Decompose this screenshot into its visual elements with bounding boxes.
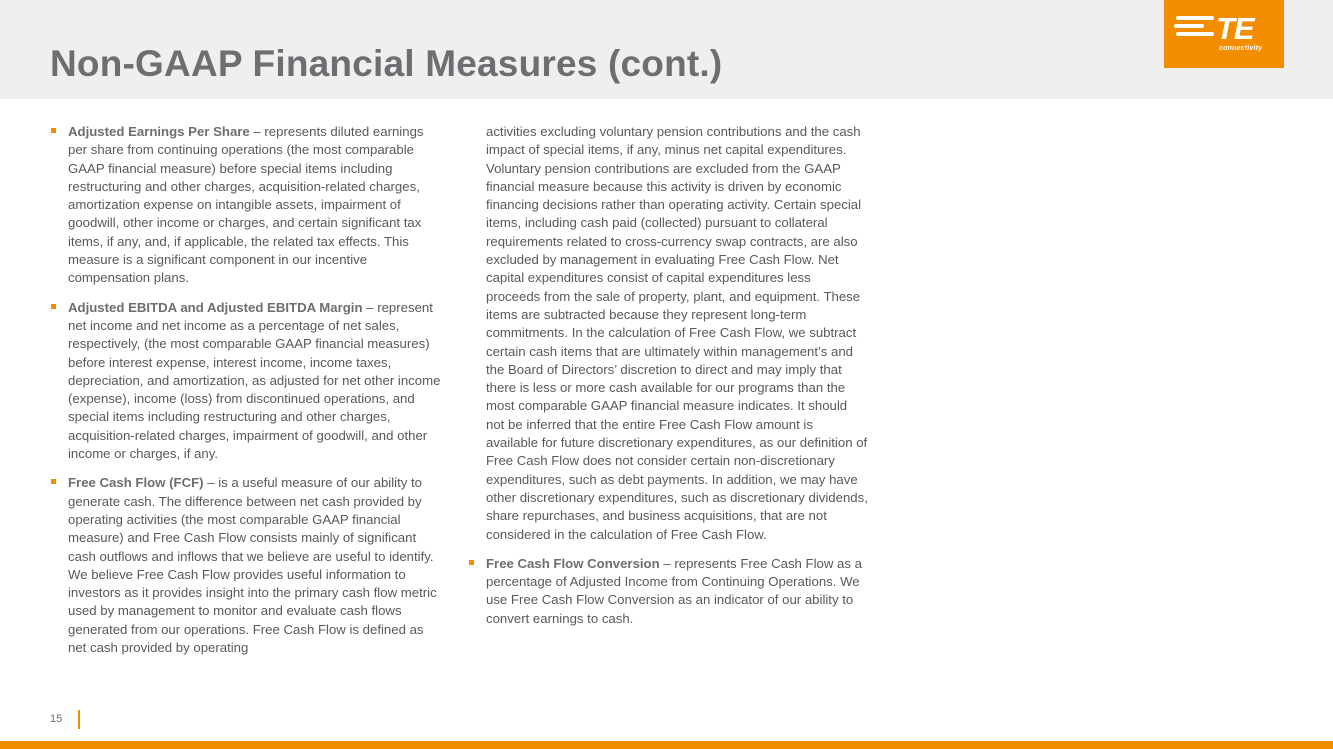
logo-subtext: connectivity xyxy=(1219,45,1263,52)
list-item xyxy=(468,555,868,628)
item-text: – is a useful measure of our ability to generate cash. The difference between net cash provided by operating activities (the most comparable GAAP financial measure) and Free Cash Flow consists mainly of significant cash outflows and inflows that we believe are useful to identify. We believe Free Cash Flow provides useful information to investors as it provides insight into the primary cash flow metric used by management to monitor and evaluate cash flows generated from our operations. Free Cash Flow is defined as net cash provided by operating xyxy=(68,475,437,656)
page-title: Non-GAAP Financial Measures (cont.) xyxy=(50,43,723,84)
definitions-list xyxy=(50,123,445,657)
bottom-accent-bar xyxy=(0,741,1333,749)
item-term: Adjusted EBITDA and Adjusted EBITDA Margin xyxy=(68,299,363,315)
te-lines-icon xyxy=(1174,14,1216,38)
item-text: – represents diluted earnings per share from continuing operations (the most comparable GAAP financial measure) before special items including restructuring and other charges, acquisition-related charges, amortization expense on intangible assets, impairment of goodwill, other income or charges, and certain significant tax items, if any, and, if applicable, the related tax effects. This measure is a significant component in our incentive compensation plans. xyxy=(68,124,424,286)
list-item xyxy=(50,123,445,288)
logo-text: TE xyxy=(1216,11,1254,46)
bullet-icon xyxy=(51,479,56,484)
footer-divider xyxy=(78,710,80,729)
item-term: Adjusted Earnings Per Share xyxy=(68,124,250,139)
bullet-icon xyxy=(469,560,474,565)
right-column xyxy=(468,123,868,639)
list-item xyxy=(50,474,445,657)
item-text: – represent net income and net income as a percentage of net sales, respectively, (the most comparable GAAP financial measures) before interest expense, interest income, income taxes, depreciation, and amortization, as adjusted for net other income (expense), income (loss) from discontinued operations, and special items including restructuring and other charges, acquisition-related charges, impairment of goodwill, and other income or charges, if any. xyxy=(68,299,441,462)
bullet-icon xyxy=(51,128,56,133)
list-item xyxy=(50,299,445,464)
left-column xyxy=(50,123,445,668)
continuation-paragraph: activities excluding voluntary pension contributions and the cash impact of special items, if any, minus net capital expenditures. Voluntary pension contributions are excluded from the GAAP financial measure because this activity is driven by economic financing decisions rather than operating activity. Certain special items, including cash paid (collected) pursuant to collateral requirements related to cross-currency swap contracts, are also excluded by management in evaluating Free Cash Flow. Net capital expenditures consist of capital expenditures less proceeds from the sale of property, plant, and equipment. These items are subtracted because they represent long-term commitments. In the calculation of Free Cash Flow, we subtract certain cash items that are ultimately within management’s and the Board of Directors’ discretion to direct and may imply that there is less or more cash available for our programs than the most comparable GAAP financial measure indicates. It should not be inferred that the entire Free Cash Flow amount is available for future discretionary expenditures, as our definition of Free Cash Flow does not consider certain non-discretionary expenditures, such as debt payments. In addition, we may have other discretionary expenditures, such as discretionary dividends, share repurchases, and business acquisitions, that are not considered in the calculation of Free Cash Flow. xyxy=(486,124,868,542)
item-text: – represents Free Cash Flow as a percentage of Adjusted Income from Continuing Operations. We use Free Cash Flow Conversion as an indicator of our ability to convert earnings to cash. xyxy=(486,555,862,626)
definitions-list-continued xyxy=(468,555,868,628)
slide-header xyxy=(0,0,1333,99)
bullet-icon xyxy=(51,304,56,309)
te-connectivity-logo xyxy=(1164,0,1284,68)
item-term: Free Cash Flow (FCF) xyxy=(68,475,204,491)
item-term: Free Cash Flow Conversion xyxy=(486,555,660,571)
page-number: 15 xyxy=(50,713,63,725)
